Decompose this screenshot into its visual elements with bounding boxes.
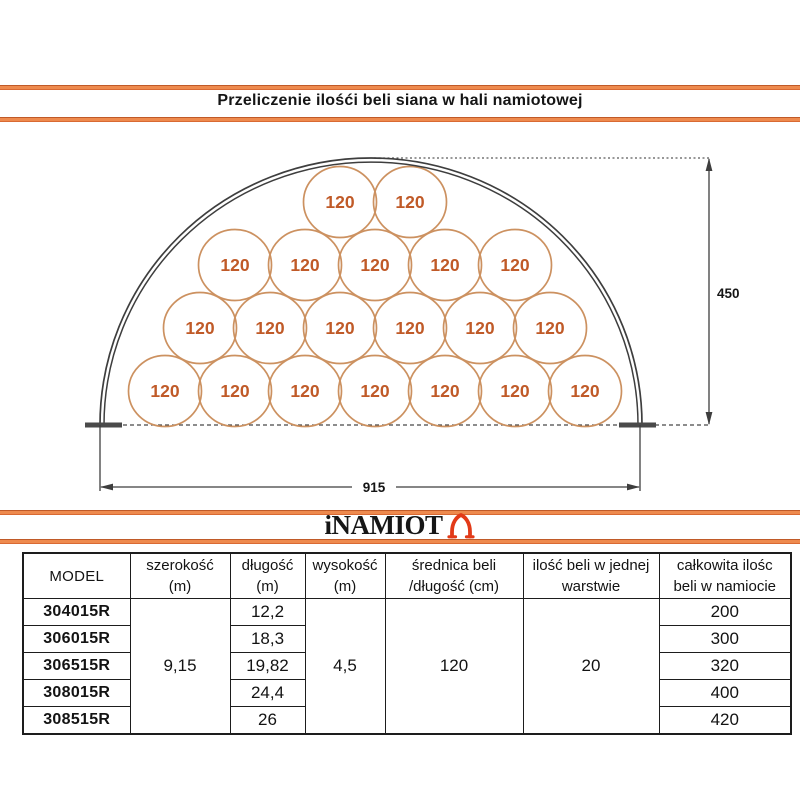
bale-diameter-label: 120 <box>220 255 250 275</box>
bale-diameter-label: 120 <box>500 255 530 275</box>
right-foot-plate <box>619 423 656 428</box>
bale-diameter-label: 120 <box>430 255 460 275</box>
col-header-dlugosc: długość (m) <box>230 553 305 599</box>
bale-diameter-label: 120 <box>290 381 320 401</box>
page-title: Przeliczenie ilośći beli siana w hali namiotowej <box>217 92 583 109</box>
bale-diameter-label: 120 <box>150 381 180 401</box>
dlugosc-cell: 24,4 <box>230 680 305 707</box>
total-cell: 420 <box>659 707 791 735</box>
spec-table <box>22 552 792 735</box>
width-arrow-left <box>100 484 113 491</box>
bale-group <box>129 167 622 427</box>
logo <box>0 511 800 539</box>
col-header-model: MODEL <box>23 553 130 599</box>
total-cell: 320 <box>659 653 791 680</box>
col-header-szerokosc: szerokość (m) <box>130 553 230 599</box>
bale-diameter-label: 120 <box>430 381 460 401</box>
model-cell: 304015R <box>23 599 130 626</box>
col-header-ilosc-warstwa: ilość beli w jednej warstwie <box>523 553 659 599</box>
model-cell: 308515R <box>23 707 130 735</box>
dlugosc-cell: 19,82 <box>230 653 305 680</box>
bale-diameter-label: 120 <box>185 318 215 338</box>
total-cell: 200 <box>659 599 791 626</box>
bale-diameter-label: 120 <box>220 381 250 401</box>
szerokosc-merged-cell: 9,15 <box>130 599 230 735</box>
bale-diameter-label: 120 <box>465 318 495 338</box>
model-cell: 306515R <box>23 653 130 680</box>
total-cell: 400 <box>659 680 791 707</box>
bale-diameter-label: 120 <box>395 192 425 212</box>
left-foot-plate <box>85 423 122 428</box>
height-dim-label: 450 <box>717 286 740 301</box>
table-row <box>23 599 791 626</box>
dlugosc-cell: 26 <box>230 707 305 735</box>
model-cell: 308015R <box>23 680 130 707</box>
bale-diameter-label: 120 <box>360 255 390 275</box>
bale-diameter-label: 120 <box>570 381 600 401</box>
model-cell: 306015R <box>23 626 130 653</box>
tent-icon <box>446 511 476 540</box>
height-arrow-bottom <box>706 412 713 425</box>
col-header-calkowita: całkowita ilośc beli w namiocie <box>659 553 791 599</box>
bale-diameter-label: 120 <box>500 381 530 401</box>
bale-diameter-label: 120 <box>255 318 285 338</box>
table-header-row <box>23 553 791 599</box>
bale-diameter-label: 120 <box>360 381 390 401</box>
wysokosc-merged-cell: 4,5 <box>305 599 385 735</box>
col-header-srednica: średnica beli /długość (cm) <box>385 553 523 599</box>
dlugosc-cell: 18,3 <box>230 626 305 653</box>
bale-diameter-label: 120 <box>395 318 425 338</box>
srednica-merged-cell: 120 <box>385 599 523 735</box>
bale-diameter-label: 120 <box>325 318 355 338</box>
height-arrow-top <box>706 158 713 171</box>
bale-diameter-label: 120 <box>290 255 320 275</box>
col-header-wysokosc: wysokość (m) <box>305 553 385 599</box>
bale-diameter-label: 120 <box>325 192 355 212</box>
bale-diameter-label: 120 <box>535 318 565 338</box>
dlugosc-cell: 12,2 <box>230 599 305 626</box>
width-arrow-right <box>627 484 640 491</box>
total-cell: 300 <box>659 626 791 653</box>
ilosc-warstwa-merged-cell: 20 <box>523 599 659 735</box>
logo-band-bottom-rule <box>0 539 800 544</box>
logo-text: iNAMIOT <box>324 509 443 540</box>
width-dim-label: 915 <box>362 480 386 495</box>
